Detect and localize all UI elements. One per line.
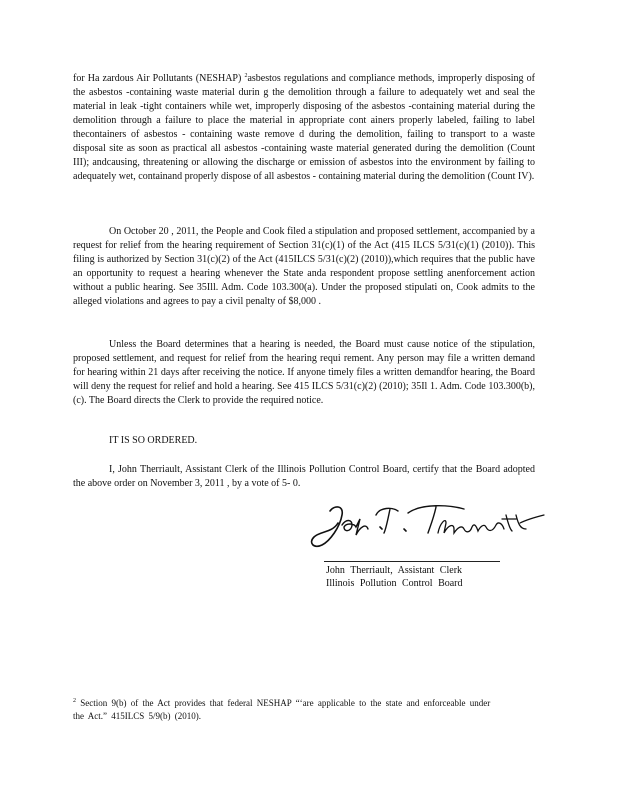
paragraph-violations	[73, 72, 535, 184]
paragraph-violations-text-a: for Ha zardous Air Pollutants (NESHAP)	[73, 73, 245, 84]
signatory-title: Illinois Pollution Control Board	[326, 578, 463, 589]
signatory-name: John Therriault, Assistant Clerk	[326, 565, 463, 576]
paragraph-stipulation: On October 20 , 2011, the People and Cook filed a stipulation and proposed settlement, accompanied by a request for relief from the hearing requirement of Section 31(c)(1) of the Act (415 ILCS 5/31(c)(1) (2010)). This filing is authorized by Section 31(c)(2) of the Act (415ILCS 5/31(c)(2) (2010)),which requires that the public have an opportunity to request a hearing whenever the State anda respondent propose settling anenforcement action without a public hearing. See 35Ill. Adm. Code 103.300(a). Under the proposed stipulati on, Cook admits to the alleged violations and agrees to pay a civil penalty of $8,000 .	[73, 226, 535, 307]
footnote-reference: 2	[244, 73, 248, 79]
footnote-text: Section 9(b) of the Act provides that federal NESHAP “‘are applicable to the state and enforceable under the Act.” 415ILCS 5/9(b) (2010).	[73, 698, 491, 721]
order-statement: IT IS SO ORDERED.	[109, 435, 198, 446]
paragraph-notice: Unless the Board determines that a hearing is needed, the Board must cause notice of the stipulation, proposed settlement, and request for relief from the hearing requi rement. Any person may file a written demand for hearing within 21 days after receiving the notice. If anyone timely files a written demandfor hearing, the Board will deny the request for relief and hold a hearing. See 415 ILCS 5/31(c)(2) (2010); 35Il 1. Adm. Code 103.300(b), (c). The Board directs the Clerk to provide the required notice.	[73, 339, 535, 406]
signature-line	[324, 561, 500, 562]
footnote-marker: 2	[73, 698, 76, 704]
footnote	[73, 697, 493, 723]
paragraph-violations-text-b: asbestos regulations and compliance methods, improperly disposing of the asbestos -containing waste material durin g the demolition through a failure to adequately wet and seal the material in leak -tight containers while wet, improperly disposing of the asbestos -containing material during the demolition through a failure to place the material in appropriate cont ainers properly labeled, failing to label thecontainers of asbestos - containing waste remove d during the demolition, failing to transport to a waste disposal site as soon as practical all asbestos -containing waste material generated during the demolition (Count III); andcausing, threatening or allowing the discharge or emission of asbestos into the environment by failing to adequately wet, containand properly dispose of all asbestos - containing material during the demolition (Count IV).	[73, 73, 536, 182]
paragraph-certification: I, John Therriault, Assistant Clerk of the Illinois Pollution Control Board, certify that the Board adopted the above order on November 3, 2011 , by a vote of 5- 0.	[73, 464, 535, 489]
handwritten-signature	[300, 493, 550, 563]
